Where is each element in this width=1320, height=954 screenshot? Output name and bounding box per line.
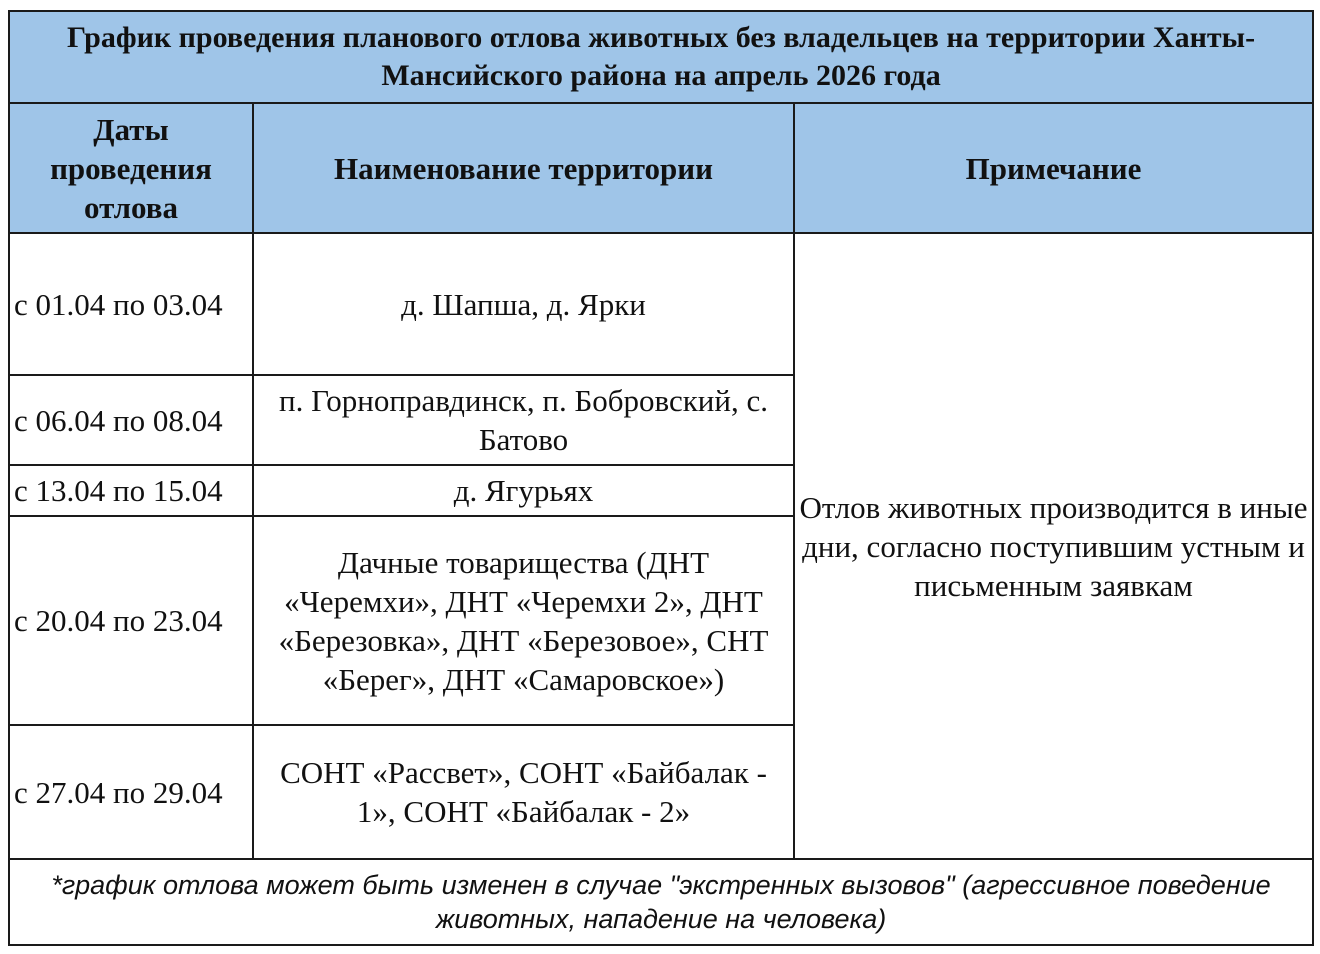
- row-dates: с 06.04 по 08.04: [9, 375, 253, 465]
- row-dates: с 01.04 по 03.04: [9, 233, 253, 375]
- row-territory: Дачные товарищества (ДНТ «Черемхи», ДНТ «Черемхи 2», ДНТ «Березовка», ДНТ «Березовое», СНТ «Берег», ДНТ «Самаровское»): [253, 516, 794, 725]
- row-territory: д. Шапша, д. Ярки: [253, 233, 794, 375]
- row-dates: с 27.04 по 29.04: [9, 725, 253, 859]
- schedule-table: [8, 10, 1314, 946]
- table-row: [9, 233, 1313, 375]
- row-territory: п. Горноправдинск, п. Бобровский, с. Батово: [253, 375, 794, 465]
- row-dates: с 13.04 по 15.04: [9, 465, 253, 516]
- note-text: Отлов животных производится в иные дни, согласно поступившим устным и письменным заявкам: [794, 233, 1313, 859]
- header-note: Примечание: [794, 103, 1313, 233]
- header-territory: Наименование территории: [253, 103, 794, 233]
- row-dates: с 20.04 по 23.04: [9, 516, 253, 725]
- table-title: График проведения планового отлова животных без владельцев на территории Ханты-Мансийского района на апрель 2026 года: [9, 11, 1313, 103]
- footnote: *график отлова может быть изменен в случае "экстренных вызовов" (агрессивное поведение животных, нападение на человека): [9, 859, 1313, 945]
- row-territory: СОНТ «Рассвет», СОНТ «Байбалак - 1», СОНТ «Байбалак - 2»: [253, 725, 794, 859]
- header-dates: Даты проведения отлова: [9, 103, 253, 233]
- row-territory: д. Ягурьях: [253, 465, 794, 516]
